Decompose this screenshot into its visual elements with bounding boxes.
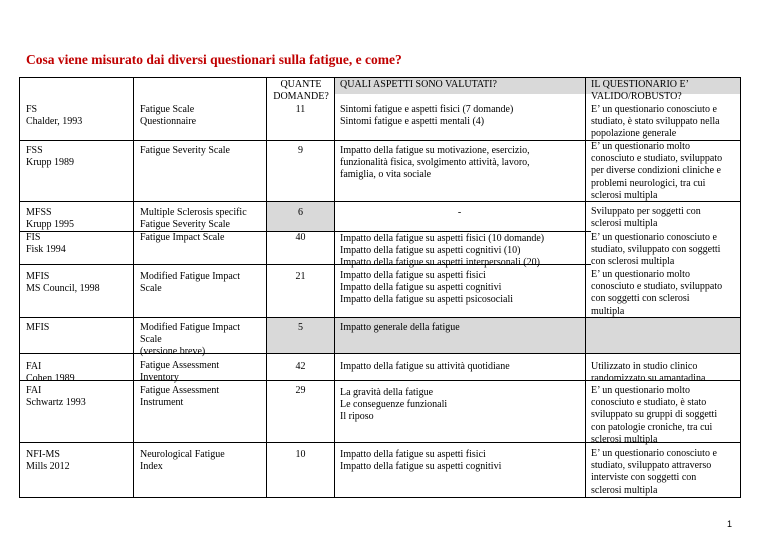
- row-mfis-count: 21: [295, 271, 306, 282]
- row-fis-name: Fatigue Impact Scale: [140, 232, 225, 243]
- row-mfss-valid: Sviluppato per soggetti con sclerosi multipla: [591, 206, 701, 230]
- row-mfss-code: MFSS Krupp 1995: [26, 207, 75, 231]
- row-fs-code: FS Chalder, 1993: [26, 104, 83, 128]
- row-fis-valid: E’ un questionario conosciuto e studiato, sviluppato con soggetti con sclerosi multipla: [591, 232, 721, 268]
- row-nfi-ms-code: NFI-MS Mills 2012: [26, 449, 70, 473]
- row-fai-cohen-code: FAI Cohen 1989: [26, 361, 75, 385]
- header-valido-robusto: IL QUESTIONARIO E’ VALIDO/ROBUSTO?: [591, 79, 689, 103]
- row-fai-cohen-name: Fatigue Assessment Inventory: [140, 360, 220, 384]
- row-mfss-aspects: -: [457, 207, 462, 218]
- row-mfis-short-name: Modified Fatigue Impact Scale (versione breve): [140, 322, 240, 358]
- row-fis-aspects: Impatto della fatigue su aspetti fisici (10 domande) Impatto della fatigue su aspetti cognitivi (10) Impatto della fatigue su aspetti interpersonali (20): [340, 233, 545, 269]
- row-nfi-ms-aspects: Impatto della fatigue su aspetti fisici Impatto della fatigue su aspetti cognitivi: [340, 449, 502, 473]
- row-fs-count: 11: [295, 104, 306, 115]
- row-fs-valid: E’ un questionario conosciuto e studiato, è stato sviluppato nella popolazione generale: [591, 104, 720, 140]
- row-fs-name: Fatigue Scale Questionnaire: [140, 104, 197, 128]
- row-nfi-ms-count: 10: [295, 449, 306, 460]
- row-fai-schwartz-name: Fatigue Assessment Instrument: [140, 385, 220, 409]
- row-fss-code: FSS Krupp 1989: [26, 145, 75, 169]
- row-mfss-name: Multiple Sclerosis specific Fatigue Severity Scale: [140, 207, 247, 231]
- row-fai-schwartz-count: 29: [295, 385, 306, 396]
- row-nfi-ms-name: Neurological Fatigue Index: [140, 449, 225, 473]
- gray-cell-mfis-short: [267, 317, 741, 353]
- row-mfis-aspects: Impatto della fatigue su aspetti fisici Impatto della fatigue su aspetti cognitivi Impatto della fatigue su aspetti psicosociali: [340, 270, 514, 306]
- row-fai-schwartz-code: FAI Schwartz 1993: [26, 385, 86, 409]
- row-mfis-short-aspects: Impatto generale della fatigue: [340, 322, 460, 333]
- row-fss-count: 9: [298, 145, 303, 156]
- row-fai-cohen-valid: Utilizzato in studio clinico randomizzato su amantadina: [591, 361, 706, 385]
- row-fai-cohen-count: 42: [295, 361, 306, 372]
- row-fss-name: Fatigue Severity Scale: [140, 145, 230, 156]
- row-mfis-name: Modified Fatigue Impact Scale: [140, 271, 240, 295]
- row-fss-valid: E’ un questionario molto conosciuto e studiato, sviluppato per diverse condizioni cliniche e problemi neurologici, tra cui sclerosi multipla: [591, 141, 723, 201]
- page-number: 1: [727, 519, 733, 529]
- row-mfis-code: MFIS MS Council, 1998: [26, 271, 100, 295]
- row-mfis-short-count: 5: [298, 322, 303, 333]
- row-nfi-ms-valid: E’ un questionario conosciuto e studiato, sviluppato attraverso interviste con soggetti con sclerosi multipla: [591, 448, 717, 496]
- row-fai-cohen-aspects: Impatto della fatigue su attività quotidiane: [340, 361, 510, 372]
- row-mfss-count: 6: [298, 207, 303, 218]
- row-fai-schwartz-valid: E’ un questionario molto conosciuto e studiato, è stato sviluppato su gruppi di soggetti con patologie croniche, tra cui sclerosi multipla: [591, 385, 718, 445]
- row-fis-count: 40: [295, 232, 306, 243]
- row-fai-schwartz-aspects: La gravità della fatigue Le conseguenze funzionali Il riposo: [340, 387, 448, 423]
- header-quante-domande: QUANTE DOMANDE?: [273, 79, 329, 103]
- row-mfis-short-code: MFIS: [26, 322, 50, 333]
- row-mfis-valid: E’ un questionario molto conosciuto e studiato, sviluppato con soggetti con sclerosi multipla: [591, 269, 723, 317]
- header-aspetti-valutati: QUALI ASPETTI SONO VALUTATI?: [340, 79, 497, 90]
- row-fss-aspects: Impatto della fatigue su motivazione, esercizio, funzionalità fisica, svolgimento attività, lavoro, famiglia, o vita sociale: [340, 145, 530, 181]
- row-fs-aspects: Sintomi fatigue e aspetti fisici (7 domande) Sintomi fatigue e aspetti mentali (4): [340, 104, 514, 128]
- row-fis-code: FIS Fisk 1994: [26, 232, 66, 256]
- page-title: Cosa viene misurato dai diversi questionari sulla fatigue, e come?: [26, 52, 402, 67]
